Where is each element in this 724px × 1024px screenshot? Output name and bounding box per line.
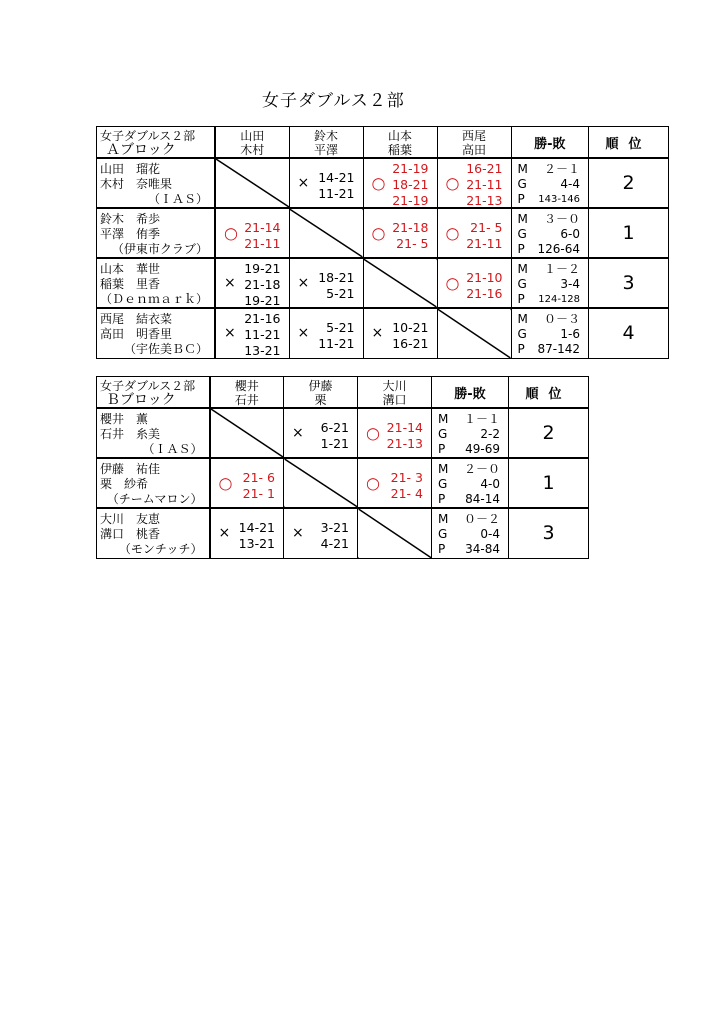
game-score: 18-21 (392, 177, 429, 192)
block-a-opponent-header (215, 127, 289, 159)
game-score: 21-11 (466, 236, 503, 251)
game-score: 5-21 (326, 320, 355, 335)
block-b-opponent-header (210, 377, 284, 409)
record-key: G (517, 277, 527, 291)
record-value: ０－２ (463, 512, 500, 526)
record-value: 34-84 (465, 542, 500, 556)
opponent-line2: 高田 (462, 143, 487, 157)
record-value: 6-0 (560, 227, 581, 241)
team-name: （ＩＡＳ） (142, 442, 203, 456)
loss-cross-icon: × (297, 275, 310, 291)
win-circle-icon: ○ (445, 273, 460, 293)
game-score: 11-21 (318, 186, 355, 201)
record-key: P (517, 242, 525, 256)
win-loss-record (432, 408, 509, 458)
loss-cross-icon: × (371, 325, 384, 342)
player-name: 山本 華世 (100, 262, 161, 276)
team-name: （ＩＡＳ） (148, 192, 209, 206)
win-loss-record (432, 508, 509, 558)
rank-value: 1 (589, 208, 669, 258)
record-key: G (438, 527, 448, 541)
table-row (97, 458, 589, 508)
team-name: （伊東市クラブ） (111, 242, 209, 256)
player-name: 大川 友恵 (100, 512, 161, 526)
record-value: 2-2 (480, 427, 500, 441)
game-scores (239, 520, 275, 552)
loss-cross-icon: × (292, 525, 304, 542)
record-key: P (517, 342, 525, 356)
game-score: 21-13 (466, 193, 503, 208)
game-score: 3-21 (320, 520, 349, 535)
record-line (438, 427, 508, 442)
game-score: 4-21 (320, 536, 349, 551)
loss-cross-icon: × (218, 525, 231, 542)
player-name: 木村 奈唯果 (100, 177, 173, 191)
record-key: M (438, 462, 449, 476)
win-loss-header: 勝-敗 (432, 377, 509, 409)
game-score: 21-11 (244, 236, 281, 251)
opponent-line1: 櫻井 (234, 379, 259, 393)
table-row (97, 258, 669, 308)
self-match-diagonal (215, 158, 289, 208)
game-score: 21- 5 (470, 220, 503, 235)
game-score: 11-21 (244, 327, 281, 342)
opponent-line2: 平澤 (314, 143, 339, 157)
record-value: 87-142 (537, 342, 581, 356)
match-result-cell (284, 508, 358, 558)
table-row (97, 158, 669, 208)
record-value: 4-0 (480, 477, 500, 491)
player-name: 西尾 結衣菜 (100, 312, 173, 326)
player-name: 栗 紗希 (100, 477, 149, 491)
record-value: ０－３ (544, 312, 581, 326)
block-a-opponent-header (363, 127, 437, 159)
game-score: 21-19 (392, 161, 429, 176)
self-match-diagonal (363, 258, 437, 308)
record-value: 1-6 (560, 327, 581, 341)
record-line (518, 312, 589, 327)
game-scores (391, 470, 423, 502)
record-key: G (438, 477, 448, 491)
record-value: 143-146 (538, 194, 581, 205)
record-key: G (517, 327, 527, 341)
game-score: 21-18 (392, 220, 429, 235)
win-circle-icon: ○ (371, 173, 386, 193)
win-loss-record (432, 458, 509, 508)
record-line (518, 162, 589, 177)
record-value: ３－０ (544, 212, 581, 226)
record-key: G (517, 227, 527, 241)
record-key: M (517, 212, 528, 226)
table-row (97, 408, 589, 458)
record-key: M (517, 162, 528, 176)
game-score: 19-21 (244, 261, 281, 276)
game-scores (243, 470, 275, 502)
loss-cross-icon: × (297, 325, 310, 342)
table-row (97, 208, 669, 258)
game-score: 21- 6 (242, 470, 275, 485)
game-score: 21- 1 (242, 486, 275, 501)
opponent-line1: 鈴木 (314, 129, 339, 143)
match-result-cell (210, 508, 284, 558)
game-scores (318, 170, 354, 202)
rank-value: 2 (589, 158, 669, 208)
block-a-header-line2: Ａブロック (106, 142, 176, 158)
block-b-table (96, 376, 589, 559)
game-score: 21- 3 (390, 470, 423, 485)
match-result-cell (437, 158, 511, 208)
record-line (518, 342, 589, 357)
win-loss-record (511, 158, 589, 208)
game-score: 21-16 (466, 286, 503, 301)
rank-value: 1 (509, 458, 589, 508)
block-a-table (96, 126, 669, 359)
block-b-header-label (97, 377, 210, 409)
record-value: ２－１ (544, 162, 581, 176)
record-line (518, 177, 589, 192)
win-circle-icon: ○ (218, 473, 233, 493)
game-score: 1-21 (320, 436, 349, 451)
block-a-opponent-header (289, 127, 363, 159)
record-key: G (517, 177, 527, 191)
match-result-cell (437, 258, 511, 308)
win-circle-icon: ○ (445, 223, 460, 243)
player-name: 稲葉 里香 (100, 277, 161, 291)
record-line (518, 292, 589, 307)
record-key: P (438, 492, 446, 506)
win-loss-header: 勝-敗 (511, 127, 589, 159)
game-score: 21-13 (386, 436, 423, 451)
win-circle-icon: ○ (445, 173, 460, 193)
match-result-cell (358, 408, 432, 458)
game-score: 10-21 (392, 320, 429, 335)
match-result-cell (210, 458, 284, 508)
game-score: 21-18 (244, 277, 281, 292)
game-score: 21-19 (392, 193, 429, 208)
block-b-opponent-header (284, 377, 358, 409)
record-key: P (517, 192, 525, 206)
game-score: 21-14 (244, 220, 281, 235)
win-loss-record (511, 208, 589, 258)
block-a-header-line1: 女子ダブルス２部 (100, 129, 196, 143)
team-name: （チームマロン） (106, 492, 203, 506)
block-a-header-label (97, 127, 216, 159)
loss-cross-icon: × (297, 175, 310, 191)
game-scores (318, 270, 354, 302)
block-b-header-line2: Ｂブロック (106, 392, 176, 408)
player-name: 櫻井 薫 (100, 412, 149, 426)
game-score: 5-21 (326, 286, 355, 301)
match-result-cell (215, 308, 289, 358)
record-key: P (517, 292, 525, 306)
player-name: 山田 瑠花 (100, 162, 161, 176)
match-result-cell (358, 458, 432, 508)
team-name: （宇佐美ＢＣ） (124, 342, 209, 356)
match-result-cell (215, 258, 289, 308)
player-pair-cell (97, 158, 216, 208)
win-circle-icon: ○ (366, 473, 380, 493)
record-line (518, 262, 589, 277)
win-circle-icon: ○ (224, 223, 238, 243)
player-pair-cell (97, 258, 216, 308)
rank-value: 3 (589, 258, 669, 308)
win-circle-icon: ○ (366, 423, 380, 443)
record-key: M (438, 412, 449, 426)
record-key: M (517, 262, 528, 276)
player-pair-cell (97, 408, 210, 458)
opponent-line2: 稲葉 (388, 143, 413, 157)
match-result-cell (363, 308, 437, 358)
record-value: 0-4 (480, 527, 500, 541)
match-result-cell (363, 158, 437, 208)
loss-cross-icon: × (224, 325, 236, 342)
game-scores (466, 161, 502, 208)
game-scores (244, 311, 280, 358)
game-score: 6-21 (320, 420, 349, 435)
record-value: 126-64 (537, 242, 581, 256)
self-match-diagonal (284, 458, 358, 508)
player-pair-cell (97, 208, 216, 258)
self-match-diagonal (289, 208, 363, 258)
loss-cross-icon: × (292, 425, 304, 441)
record-line (518, 327, 589, 342)
game-scores (387, 420, 423, 452)
rank-value: 2 (509, 408, 589, 458)
opponent-line2: 木村 (240, 143, 265, 157)
win-loss-record (511, 258, 589, 308)
record-line (438, 527, 508, 542)
game-score: 21-11 (466, 177, 503, 192)
match-result-cell (363, 208, 437, 258)
block-b-header-line1: 女子ダブルス２部 (100, 379, 196, 393)
opponent-line2: 栗 (314, 393, 327, 407)
table-row (97, 508, 589, 558)
record-value: ２－０ (463, 462, 500, 476)
player-name: 溝口 桃香 (100, 527, 161, 541)
self-match-diagonal (358, 508, 432, 558)
record-value: 84-14 (465, 492, 500, 506)
game-score: 16-21 (392, 336, 429, 351)
match-result-cell (437, 208, 511, 258)
record-line (438, 512, 508, 527)
page-title: 女子ダブルス２部 (262, 91, 405, 111)
game-scores (392, 320, 428, 352)
match-result-cell (289, 158, 363, 208)
rank-header: 順位 (509, 377, 589, 409)
block-b-opponent-header (358, 377, 432, 409)
game-score: 16-21 (466, 161, 503, 176)
rank-value: 3 (509, 508, 589, 558)
opponent-line1: 山本 (388, 129, 413, 143)
record-key: P (438, 442, 446, 456)
win-circle-icon: ○ (371, 223, 386, 243)
record-value: 124-128 (538, 294, 581, 305)
match-result-cell (215, 208, 289, 258)
record-value: １－２ (544, 262, 581, 276)
record-line (518, 212, 589, 227)
record-line (438, 412, 508, 427)
record-line (438, 462, 508, 477)
record-key: M (438, 512, 449, 526)
self-match-diagonal (437, 308, 511, 358)
table-row (97, 308, 669, 358)
match-result-cell (284, 408, 358, 458)
record-line (438, 477, 508, 492)
player-pair-cell (97, 308, 216, 358)
record-line (518, 192, 589, 207)
opponent-line1: 西尾 (462, 129, 487, 143)
record-line (518, 277, 589, 292)
record-line (438, 442, 508, 457)
game-scores (244, 261, 280, 308)
game-scores (318, 320, 354, 352)
player-name: 石井 糸美 (100, 427, 161, 441)
loss-cross-icon: × (224, 275, 236, 291)
opponent-line1: 山田 (240, 129, 265, 143)
block-a-header-row (97, 127, 669, 159)
match-result-cell (289, 308, 363, 358)
opponent-line1: 大川 (382, 379, 407, 393)
opponent-line2: 石井 (234, 393, 259, 407)
record-key: P (438, 542, 446, 556)
game-scores (321, 520, 349, 552)
game-scores (321, 420, 349, 452)
record-line (518, 227, 589, 242)
block-b-header-row (97, 377, 589, 409)
block-a-opponent-header (437, 127, 511, 159)
opponent-line2: 溝口 (382, 393, 407, 407)
game-scores (244, 220, 280, 252)
player-name: 鈴木 希歩 (100, 212, 161, 226)
player-pair-cell (97, 458, 210, 508)
opponent-line1: 伊藤 (308, 379, 333, 393)
record-value: 49-69 (465, 442, 500, 456)
player-name: 平澤 侑季 (100, 227, 161, 241)
team-name: （モンチッチ） (118, 542, 203, 556)
record-key: M (517, 312, 528, 326)
game-score: 21-14 (386, 420, 423, 435)
game-score: 21-10 (466, 270, 503, 285)
record-line (518, 242, 589, 257)
game-score: 13-21 (244, 343, 281, 358)
record-line (438, 492, 508, 507)
record-value: 3-4 (560, 277, 581, 291)
record-line (438, 542, 508, 557)
record-value: １－１ (463, 412, 500, 426)
self-match-diagonal (210, 408, 284, 458)
match-result-cell (289, 258, 363, 308)
game-score: 14-21 (318, 170, 355, 185)
game-score: 21- 5 (396, 236, 429, 251)
game-scores (466, 220, 502, 252)
rank-value: 4 (589, 308, 669, 358)
game-scores (392, 220, 428, 252)
player-name: 伊藤 祐佳 (100, 462, 161, 476)
game-scores (466, 270, 502, 302)
game-score: 21- 4 (390, 486, 423, 501)
player-name: 高田 明香里 (100, 327, 173, 341)
game-score: 11-21 (318, 336, 355, 351)
player-pair-cell (97, 508, 210, 558)
game-scores (392, 161, 428, 208)
win-loss-record (511, 308, 589, 358)
game-score: 19-21 (244, 293, 281, 308)
rank-header: 順位 (589, 127, 669, 159)
game-score: 14-21 (238, 520, 275, 535)
team-name: （Ｄｅｎｍａｒｋ） (100, 292, 209, 306)
record-value: 4-4 (560, 177, 581, 191)
game-score: 18-21 (318, 270, 355, 285)
game-score: 21-16 (244, 311, 281, 326)
game-score: 13-21 (238, 536, 275, 551)
record-key: G (438, 427, 448, 441)
